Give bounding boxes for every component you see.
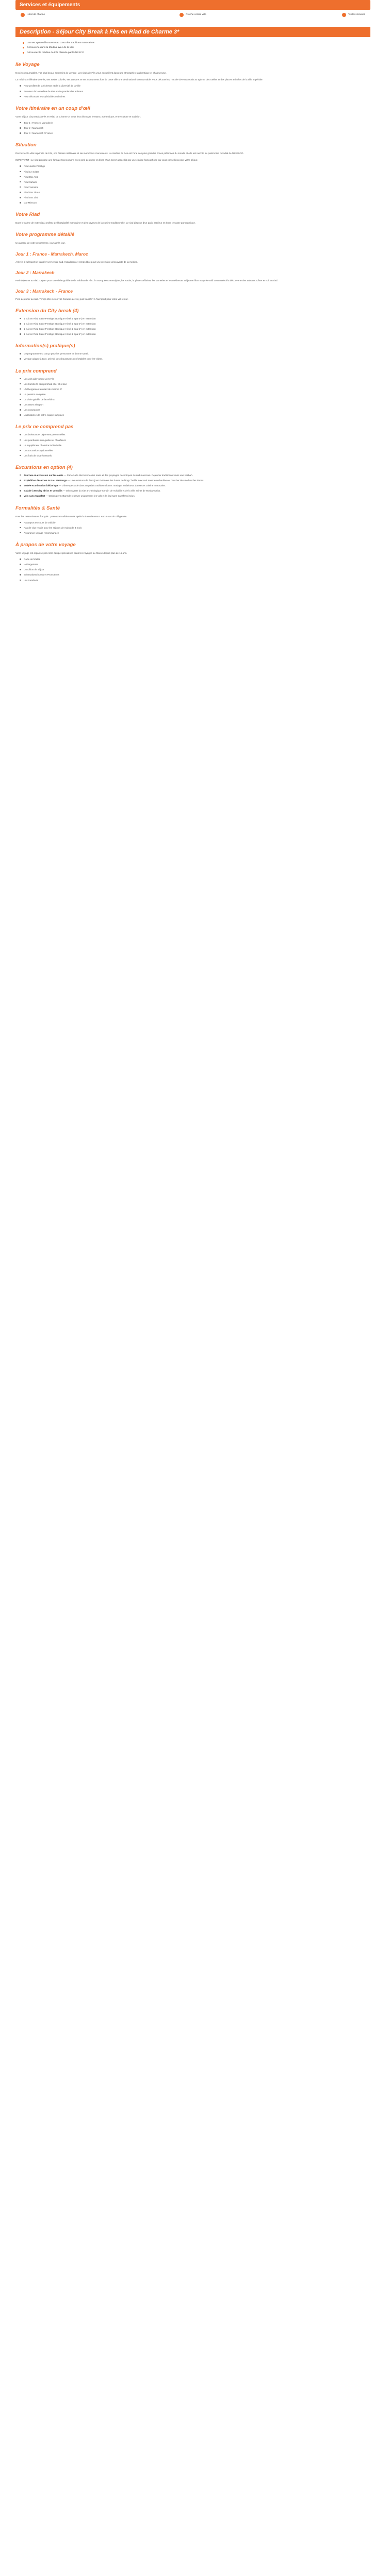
bullet-list	[15, 121, 370, 135]
option-desc: Dîner-spectacle dans un palais traditionnel avec musique andalouse, danses et cuisine marocaine.	[62, 484, 166, 487]
paragraph: La médina millénaire de Fès, ses souks colorés, ses artisans et ses monuments font de cette ville une destination incontournable. Vous découvrirez l'art de vivre marocain au rythme des ruelles et des places animées de la ville impériale.	[15, 78, 263, 81]
paragraph: Découvrez la ville impériale de Fès, son histoire millénaire et ses nombreux monuments. La médina de Fès est l'une des plus grandes zones piétonnes du monde et elle est inscrite au patrimoine mondial de l'UNESCO.	[15, 152, 244, 155]
guided-visit-icon	[342, 13, 346, 17]
list-item: Riad Dar Aziz	[20, 175, 370, 179]
option-desc: Option permettant de réserver uniquement les vols et le riad sans transferts inclus.	[48, 495, 135, 498]
option-item: Journée en excursion sur les oasis — Partez à la découverte des oasis et des paysages désertiques du sud marocain. Déjeuner traditionnel dans une kasbah.	[20, 473, 370, 477]
day-title: Jour 2 : Marrakech	[15, 269, 55, 275]
list-item: Les vols aller-retour vers Fès	[20, 377, 370, 381]
list-item: 1 nuit en Riad Saint-Prestige (Boutique Hôtel & Spa 5*) en extension	[20, 327, 370, 331]
section-title: Votre itinéraire en un coup d'œil	[15, 105, 90, 111]
list-item: Passeport en cours de validité	[20, 521, 370, 524]
bullet-list	[15, 433, 370, 457]
option-item: Soirée et animation folklorique — Dîner-spectacle dans un palais traditionnel avec musique andalouse, danses et cuisine marocaine.	[20, 484, 370, 487]
day-title: Jour 1 : France - Marrakech, Maroc	[15, 251, 88, 257]
list-item: 1 nuit en Riad Saint-Prestige (Boutique Hôtel & Spa 5*) en extension	[20, 317, 370, 320]
section-title: Le prix ne comprend pas	[15, 424, 74, 430]
list-item: 1 nuit en Riad Saint-Prestige (Boutique Hôtel & Spa 5*) en extension	[20, 332, 370, 336]
city-center-icon	[180, 13, 184, 17]
list-item: Riad Dar Ziad	[20, 196, 370, 199]
list-item: Ce programme est conçu pour les personnes en bonne santé.	[20, 352, 370, 355]
paragraph: Pour les ressortissants français : passeport valide 6 mois après la date de retour. Aucun vaccin obligatoire.	[15, 515, 127, 518]
list-item: Les taxes aéroport	[20, 403, 370, 406]
list-item: Assurance voyage recommandée	[20, 531, 370, 535]
paragraph: Arrivée à l'aéroport et transfert vers votre riad. Installation et temps libre pour une première découverte de la médina.	[15, 260, 138, 263]
section-title: Situation	[15, 142, 37, 148]
list-item: L'assistance de notre équipe sur place	[20, 413, 370, 417]
section-title: Votre programme détaillé	[15, 232, 75, 238]
service-label: Proche centre ville	[186, 13, 206, 16]
list-item: Informations bonus et Promotions	[20, 573, 370, 577]
paragraph: IMPORTANT : Le riad propose une formule tout compris avec petit-déjeuner et dîner. Vous serez accueillis par une équipe francophone qui vous conseillera pour votre séjour.	[15, 159, 198, 162]
section-title: Votre Riad	[15, 212, 40, 218]
options-list	[15, 473, 370, 498]
day-title: Jour 3 : Marrakech - France	[15, 288, 73, 294]
list-item: Riad Yasmine	[20, 185, 370, 189]
list-item: Le supplément chambre individuelle	[20, 444, 370, 447]
paragraph: Votre séjour City Break à Fès en Riad de Charme 3* vous fera découvrir le Maroc authentique, entre culture et tradition.	[15, 115, 141, 118]
bullet-list	[15, 352, 370, 361]
bullet-list	[15, 521, 370, 535]
option-desc: Une aventure de deux jours à travers les dunes de l'Erg Chebbi avec nuit sous tente berbère et coucher de soleil sur les dunes.	[70, 479, 204, 482]
option-title: Expédition désert en 4x4 au Merzouga	[24, 479, 67, 482]
list-item: Pas de visa requis pour les séjours de moins de 3 mois	[20, 526, 370, 530]
option-title: Soirée et animation folklorique	[24, 484, 59, 487]
paragraph: Petit-déjeuner au riad. Départ pour une visite guidée de la médina de Fès : la mosquée Karaouiyine, les souks, la place Seffarine, les tanneries et les médersas. Déjeuner libre et après-midi consacrée à la découverte des artisans. Dîner et nuit au riad.	[15, 279, 278, 282]
services-list	[15, 10, 370, 17]
service-item-city-center	[136, 13, 251, 17]
paragraph: Petit-déjeuner au riad. Temps libre selon vos horaires de vol, puis transfert à l'aéroport pour votre vol retour.	[15, 297, 128, 300]
option-desc: Découverte du site archéologique romain de Volubilis et de la ville sainte de Moulay Idriss.	[66, 489, 161, 493]
section-title: Ïle Voyage	[15, 62, 40, 68]
service-item-hotel	[21, 13, 136, 17]
option-item: Expédition désert en 4x4 au Merzouga — Une aventure de deux jours à travers les dunes de l'Erg Chebbi avec nuit sous tente berbère et coucher de soleil sur les dunes.	[20, 479, 370, 482]
list-item: Jour 3 : Marrakech / France	[20, 131, 370, 135]
service-item-visits	[250, 13, 365, 17]
list-item: Voyage adapté à tous, prévoir des chaussures confortables pour les visites.	[20, 357, 370, 361]
list-item: Une escapade découverte au cœur des traditions marocaines	[23, 41, 370, 45]
list-item: Riad Dar Zitoun	[20, 191, 370, 194]
list-item: Les transferts aéroport/riad aller et retour	[20, 382, 370, 386]
list-item: Les boissons et dépenses personnelles	[20, 433, 370, 436]
description-header: Description - Séjour City Break à Fès en Riad de Charme 3*	[15, 27, 370, 37]
section-title: Extension du City break (4)	[15, 308, 79, 314]
bullet-list	[15, 317, 370, 336]
list-item: Riad Le Sultan	[20, 170, 370, 174]
section-title: À propos de votre voyage	[15, 541, 76, 548]
bullet-list	[15, 557, 370, 582]
list-item: Les excursions optionnelles	[20, 449, 370, 452]
list-item: 1 nuit en Riad Saint-Prestige (Boutique Hôtel & Spa 5*) en extension	[20, 322, 370, 326]
list-item: Découverte dans la Medina avec de la ville	[23, 46, 370, 49]
highlights-list	[15, 37, 370, 55]
option-title: Balade à Moulay Idriss et Volubilis	[24, 489, 62, 493]
services-header: Services et équipements	[15, 0, 370, 10]
paragraph: Un aperçu de votre programme, jour après jour.	[15, 242, 66, 245]
list-item: Jour 2 : Marrakech	[20, 126, 370, 130]
bullet-list	[15, 84, 370, 98]
list-item: Pour profiter de la richesse et de la diversité de la ville	[20, 84, 370, 88]
option-title: Journée en excursion sur les oasis	[24, 473, 63, 477]
list-item: Les pourboires aux guides et chauffeurs	[20, 438, 370, 442]
paragraph: Votre voyage est organisé par notre équipe spécialisée dans les voyages au Maroc depuis plus de 15 ans.	[15, 551, 127, 554]
service-label: Hôtel de charme	[27, 13, 45, 16]
list-item: Carte de fidélité	[20, 557, 370, 561]
list-item: Hébergement	[20, 563, 370, 566]
option-title: Vols sans transfert	[24, 495, 45, 498]
option-item: Vols sans transfert — Option permettant de réserver uniquement les vols et le riad sans transferts inclus.	[20, 494, 370, 498]
option-desc: Partez à la découverte des oasis et des paysages désertiques du sud marocain. Déjeuner traditionnel dans une kasbah.	[67, 473, 193, 477]
list-item: Pour découvrir les spécialités culinaires	[20, 95, 370, 98]
section-title: Formalités & Santé	[15, 505, 60, 511]
service-label: Visites incluses	[348, 13, 366, 16]
paragraph: Nos incontournables, vos plus beaux souvenirs de voyage. Les riads de Fès vous accueillent dans une atmosphère authentique et chaleureuse.	[15, 72, 167, 75]
bullet-list	[15, 164, 370, 205]
section-title: Information(s) pratique(s)	[15, 343, 75, 349]
list-item: Découvrez la médina de Fès classée par l'UNESCO	[23, 51, 370, 55]
list-item: La visite guidée de la médina	[20, 398, 370, 401]
list-item: Les transferts	[20, 579, 370, 582]
section-title: Le prix comprend	[15, 368, 57, 374]
list-item: Riad Sahara	[20, 180, 370, 184]
list-item: Jour 1 : France / Marrakech	[20, 121, 370, 125]
list-item: Au cœur de la médina de Fès et du quartier des artisans	[20, 90, 370, 93]
option-item: Balade à Moulay Idriss et Volubilis — Découverte du site archéologique romain de Volubilis et de la ville sainte de Moulay Idriss.	[20, 489, 370, 493]
bullet-list	[15, 377, 370, 417]
list-item: Riad Jardin Prestige	[20, 164, 370, 168]
list-item: La pension complète	[20, 393, 370, 396]
list-item: Dar Mimoun	[20, 201, 370, 205]
list-item: Les frais de visa éventuels	[20, 454, 370, 457]
section-title: Excursions en option (4)	[15, 464, 73, 470]
list-item: L'hébergement en riad de charme 3*	[20, 387, 370, 391]
hotel-icon	[21, 13, 25, 17]
list-item: Condition de séjour	[20, 568, 370, 571]
paragraph: Dans le calme de votre riad, profitez de l'hospitalité marocaine et des saveurs de la cuisine traditionnelle. Le riad dispose d'un patio intérieur et d'une terrasse panoramique.	[15, 222, 196, 225]
list-item: Les assurances	[20, 408, 370, 412]
